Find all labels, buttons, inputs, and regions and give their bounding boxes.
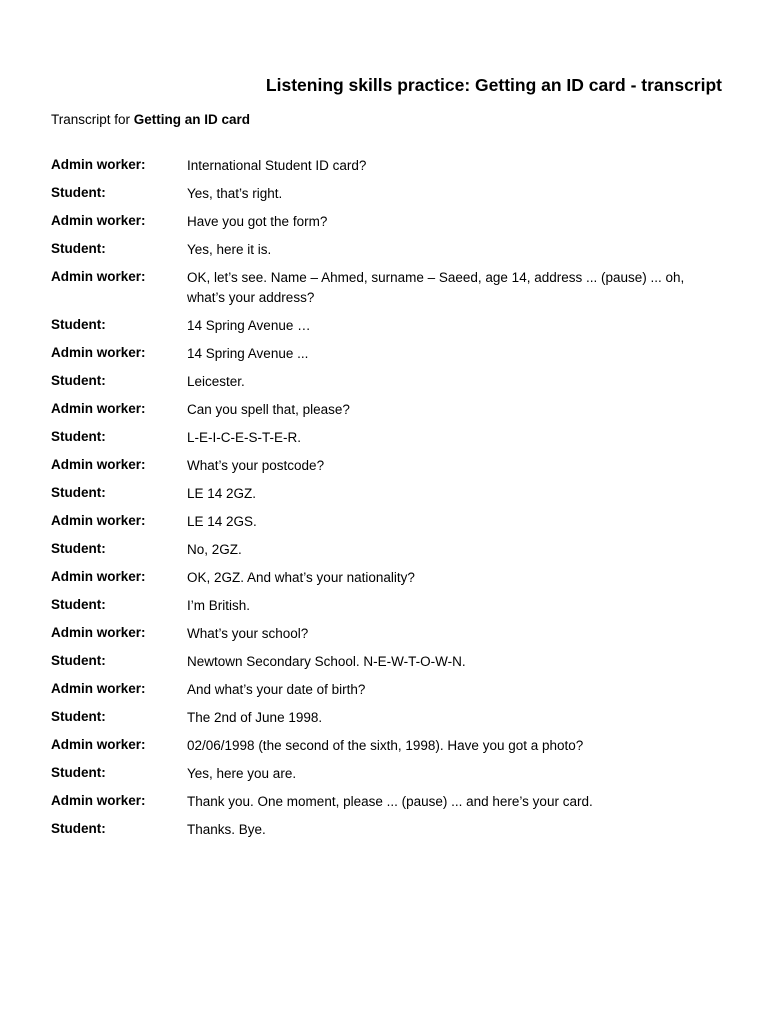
transcript-line bbox=[51, 763, 711, 784]
utterance-text: And what’s your date of birth? bbox=[187, 682, 366, 697]
utterance-text: OK, 2GZ. And what’s your nationality? bbox=[187, 570, 415, 585]
speaker-label: Admin worker: bbox=[51, 157, 146, 172]
intro-prefix: Transcript for bbox=[51, 112, 134, 127]
transcript-intro bbox=[51, 111, 250, 129]
speaker-label: Admin worker: bbox=[51, 457, 146, 472]
utterance-text: No, 2GZ. bbox=[187, 542, 242, 557]
speaker-label: Student: bbox=[51, 821, 106, 836]
utterance-text: Newtown Secondary School. N-E-W-T-O-W-N. bbox=[187, 654, 466, 669]
utterance-text: L-E-I-C-E-S-T-E-R. bbox=[187, 430, 301, 445]
transcript-line bbox=[51, 595, 711, 616]
speaker-label: Admin worker: bbox=[51, 269, 146, 284]
utterance-text: What’s your postcode? bbox=[187, 458, 325, 473]
utterance-text: Thank you. One moment, please ... (pause) ... and here’s your card. bbox=[187, 794, 593, 809]
speaker-label: Student: bbox=[51, 541, 106, 556]
transcript-line bbox=[51, 427, 711, 448]
speaker-label: Admin worker: bbox=[51, 513, 146, 528]
utterance-text: Yes, here it is. bbox=[187, 242, 272, 257]
transcript-line bbox=[51, 183, 711, 204]
transcript-line bbox=[51, 399, 711, 420]
speaker-label: Student: bbox=[51, 241, 106, 256]
transcript-line bbox=[51, 679, 711, 700]
transcript-line bbox=[51, 155, 711, 176]
utterance-text: OK, let’s see. Name – Ahmed, surname – Saeed, age 14, address ... (pause) ... oh, what’s your address? bbox=[187, 270, 685, 305]
speaker-label: Student: bbox=[51, 485, 106, 500]
transcript-line bbox=[51, 819, 711, 840]
speaker-label: Admin worker: bbox=[51, 793, 146, 808]
speaker-label: Admin worker: bbox=[51, 681, 146, 696]
speaker-label: Student: bbox=[51, 185, 106, 200]
speaker-label: Student: bbox=[51, 709, 106, 724]
transcript-line bbox=[51, 455, 711, 476]
utterance-text: Yes, that’s right. bbox=[187, 186, 283, 201]
speaker-label: Admin worker: bbox=[51, 737, 146, 752]
transcript-line bbox=[51, 567, 711, 588]
utterance-text: Thanks. Bye. bbox=[187, 822, 266, 837]
utterance-text: I’m British. bbox=[187, 598, 251, 613]
transcript-line bbox=[51, 239, 711, 260]
transcript-list bbox=[51, 155, 711, 847]
speaker-label: Admin worker: bbox=[51, 213, 146, 228]
speaker-label: Admin worker: bbox=[51, 569, 146, 584]
intro-bold-title: Getting an ID card bbox=[133, 112, 251, 127]
utterance-text: Leicester. bbox=[187, 374, 245, 389]
transcript-line bbox=[51, 707, 711, 728]
transcript-line bbox=[51, 483, 711, 504]
utterance-text: LE 14 2GZ. bbox=[187, 486, 257, 501]
speaker-label: Student: bbox=[51, 653, 106, 668]
speaker-label: Admin worker: bbox=[51, 625, 146, 640]
speaker-label: Student: bbox=[51, 317, 106, 332]
utterance-text: Yes, here you are. bbox=[187, 766, 297, 781]
transcript-line bbox=[51, 623, 711, 644]
transcript-line bbox=[51, 651, 711, 672]
utterance-text: Can you spell that, please? bbox=[187, 402, 350, 417]
utterance-text: Have you got the form? bbox=[187, 214, 328, 229]
transcript-line bbox=[51, 511, 711, 532]
speaker-label: Student: bbox=[51, 765, 106, 780]
speaker-label: Student: bbox=[51, 429, 106, 444]
utterance-text: 14 Spring Avenue ... bbox=[187, 346, 309, 361]
transcript-line bbox=[51, 343, 711, 364]
utterance-text: The 2nd of June 1998. bbox=[187, 710, 323, 725]
utterance-text: What’s your school? bbox=[187, 626, 309, 641]
transcript-line bbox=[51, 267, 711, 308]
speaker-label: Admin worker: bbox=[51, 345, 146, 360]
transcript-line bbox=[51, 539, 711, 560]
transcript-line bbox=[51, 791, 711, 812]
speaker-label: Student: bbox=[51, 597, 106, 612]
transcript-line bbox=[51, 211, 711, 232]
utterance-text: LE 14 2GS. bbox=[187, 514, 257, 529]
utterance-text: 14 Spring Avenue … bbox=[187, 318, 311, 333]
transcript-line bbox=[51, 371, 711, 392]
speaker-label: Admin worker: bbox=[51, 401, 146, 416]
page-title: Listening skills practice: Getting an ID card - transcript bbox=[265, 74, 722, 95]
transcript-line bbox=[51, 315, 711, 336]
transcript-line bbox=[51, 735, 711, 756]
utterance-text: International Student ID card? bbox=[187, 158, 367, 173]
speaker-label: Student: bbox=[51, 373, 106, 388]
utterance-text: 02/06/1998 (the second of the sixth, 1998). Have you got a photo? bbox=[187, 738, 584, 753]
